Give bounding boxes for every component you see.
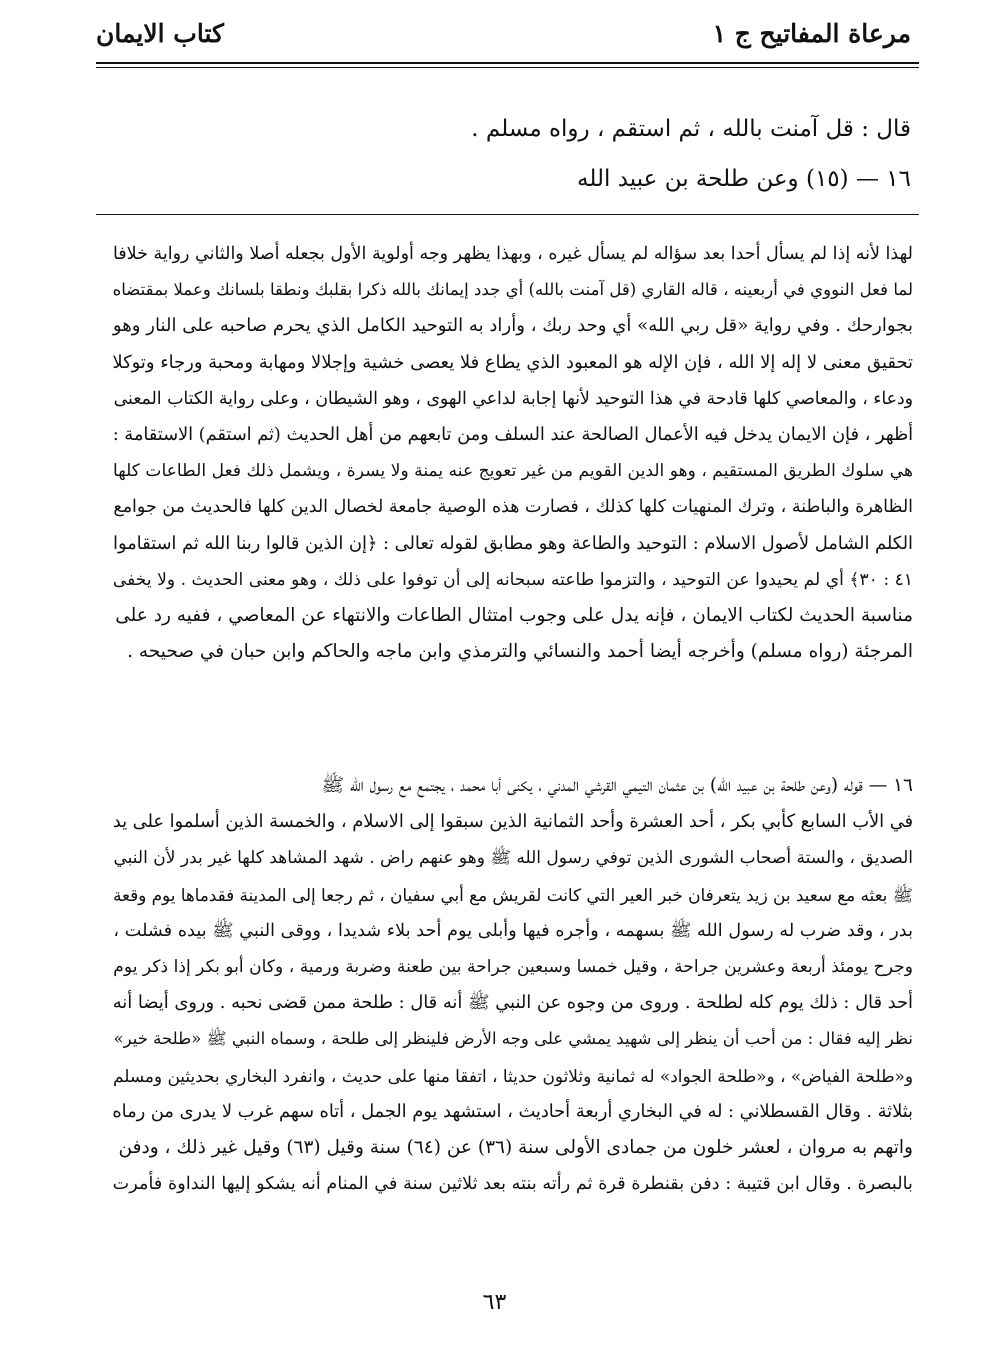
commentary-line: المرجئة (رواه مسلم) وأخرجه أيضا أحمد والنسائي والترمذي وابن ماجه والحاكم وابن حبان في صحيحه .: [127, 641, 913, 663]
commentary-line: الصديق ، والستة أصحاب الشورى الذين توفي رسول الله ﷺ وهو عنهم راض . شهد المشاهد كلها غير بدر لأن النبي: [113, 848, 913, 869]
commentary-line: مناسبة الحديث لكتاب الايمان ، فإنه يدل على وجوب امتثال الطاعات والانتهاء عن المعاصي ، ففيه رد على: [115, 604, 913, 626]
commentary-paragraph-2: [96, 768, 913, 1202]
commentary-line: بالبصرة . وقال ابن قتيبة : دفن بقنطرة قرة ثم رأته بنته بعد ثلاثين سنة في المنام أنه يشكو إليها النداوة فأمرت: [112, 1174, 913, 1195]
commentary-line: لما فعل النووي في أربعينه ، قاله القاري (قل آمنت بالله) أي جدد إيمانك بالله ذكرا بقلبك ونطقا بلسانك وعملا بمقتضاه: [112, 280, 913, 300]
commentary-line: و«طلحة الفياض» ، و«طلحة الجواد» له ثمانية وثلاثون حديثا ، اتفقا منها على حديث ، وانفرد البخاري بحديثين ومسلم: [113, 1065, 913, 1086]
hadith-text: [96, 104, 911, 204]
page-number: ٦٣: [482, 1290, 507, 1315]
commentary-line: تحقيق معنى لا إله إلا الله ، فإن الإله هو المعبود الذي يطاع فلا يعصى خشية وإجلالا ومهابة ومحبة ورجاء وتوكلا: [112, 351, 913, 373]
commentary-line: الظاهرة والباطنة ، وترك المنهيات كلها كذلك ، فصارت هذه الوصية جامعة لخصال الدين كلها فالحديث من جوامع: [113, 497, 913, 518]
commentary-line: وجرح يومئذ أربعة وعشرين جراحة ، وقيل خمسا وسبعين جراحة بين طعنة وضربة ورمية ، وكان أبو بكر إذا ذكر يوم: [113, 956, 913, 977]
commentary-line: لهذا لأنه إذا لم يسأل أحدا بعد سؤاله لم يسأل غيره ، وبهذا يظهر وجه أولوية الأول بجعله أصلا والثاني رواية خلافا: [112, 244, 913, 264]
commentary-line: هي سلوك الطريق المستقيم ، وهو الدين القويم من غير تعويج عنه يمنة ولا يسرة ، ويشمل ذلك فعل الطاعات كلها: [112, 461, 913, 482]
header-rule: [96, 62, 919, 64]
hadith-line: قال : قل آمنت بالله ، ثم استقم ، رواه مسلم .: [471, 116, 911, 142]
commentary-line: ١٦ — قوله (وعن طلحة بن عبيد الله) بن عثمان التيمي القرشي المدني ، يكنى أبا محمد ، يجتمع مع رسول الله ﷺ: [321, 775, 913, 796]
commentary-line: نظر إليه فقال : من أحب أن ينظر إلى شهيد يمشي على وجه الأرض فلينظر إلى طلحة ، وسماه النبي ﷺ «طلحة خير»: [113, 1029, 913, 1049]
commentary-line: بجوارحك . وفي رواية «قل ربي الله» أي وحد ربك ، وأراد به التوحيد الكامل الذي يحرم صاحبه على النار وهو: [112, 315, 913, 337]
commentary-line: في الأب السابع كأبي بكر ، أحد العشرة وأحد الثمانية الذين سبقوا إلى الاسلام ، والخمسة الذين أسلموا على يد: [112, 811, 913, 833]
commentary-line: الكلم الشامل لأصول الاسلام : التوحيد والطاعة وهو مطابق لقوله تعالى : ﴿إن الذين قالوا ربنا الله ثم استقاموا: [113, 532, 913, 554]
commentary-paragraph-1: [96, 236, 913, 670]
commentary-line: بثلاثة . وقال القسطلاني : له في البخاري أربعة أحاديث ، استشهد يوم الجمل ، أتاه سهم غرب لا يدرى من رماه: [112, 1101, 913, 1122]
text-separator-rule: [96, 214, 919, 215]
commentary-line: ٤١ : ٣٠﴾ أي لم يحيدوا عن التوحيد ، والتزموا طاعته سبحانه إلى أن توفوا على ذلك ، وهو معنى الحديث . ولا يخفى: [112, 569, 913, 590]
hadith-line: ١٦ — (١٥) وعن طلحة بن عبيد الله: [577, 166, 911, 192]
running-header-chapter-title: كتاب الايمان: [96, 19, 224, 48]
commentary-line: ودعاء ، والمعاصي كلها قادحة في هذا التوحيد لأنها إجابة لداعي الهوى ، وهو الشيطان ، وعلى رواية الكتاب المعنى: [113, 388, 913, 409]
commentary-line: ﷺ بعثه مع سعيد بن زيد يتعرفان خبر العير التي كانت لقريش مع أبي سفيان ، ثم رجعا إلى المدينة فقدماها يوم وقعة: [113, 884, 913, 905]
commentary-line: أحد قال : ذلك يوم كله لطلحة . وروى من وجوه عن النبي ﷺ أنه قال : طلحة ممن قضى نحبه . وروى أيضا أنه: [112, 992, 913, 1014]
commentary-line: بدر ، وقد ضرب له رسول الله ﷺ بسهمه ، وأجره فيها وأبلى يوم أحد بلاء شديدا ، ووقى النبي ﷺ بيده فشلت ،: [113, 920, 913, 941]
commentary-line: أظهر ، فإن الايمان يدخل فيه الأعمال الصالحة عند السلف ومن تابعهم من أهل الحديث (ثم استقم) الاستقامة :: [112, 424, 913, 445]
header-rule-thin: [96, 67, 919, 68]
running-header-book-title: مرعاة المفاتيح ج ١: [712, 19, 911, 48]
commentary-line: واتهم به مروان ، لعشر خلون من جمادى الأولى سنة (٣٦) عن (٦٤) سنة وقيل (٦٣) وقيل غير ذلك ، ودفن: [118, 1136, 913, 1158]
